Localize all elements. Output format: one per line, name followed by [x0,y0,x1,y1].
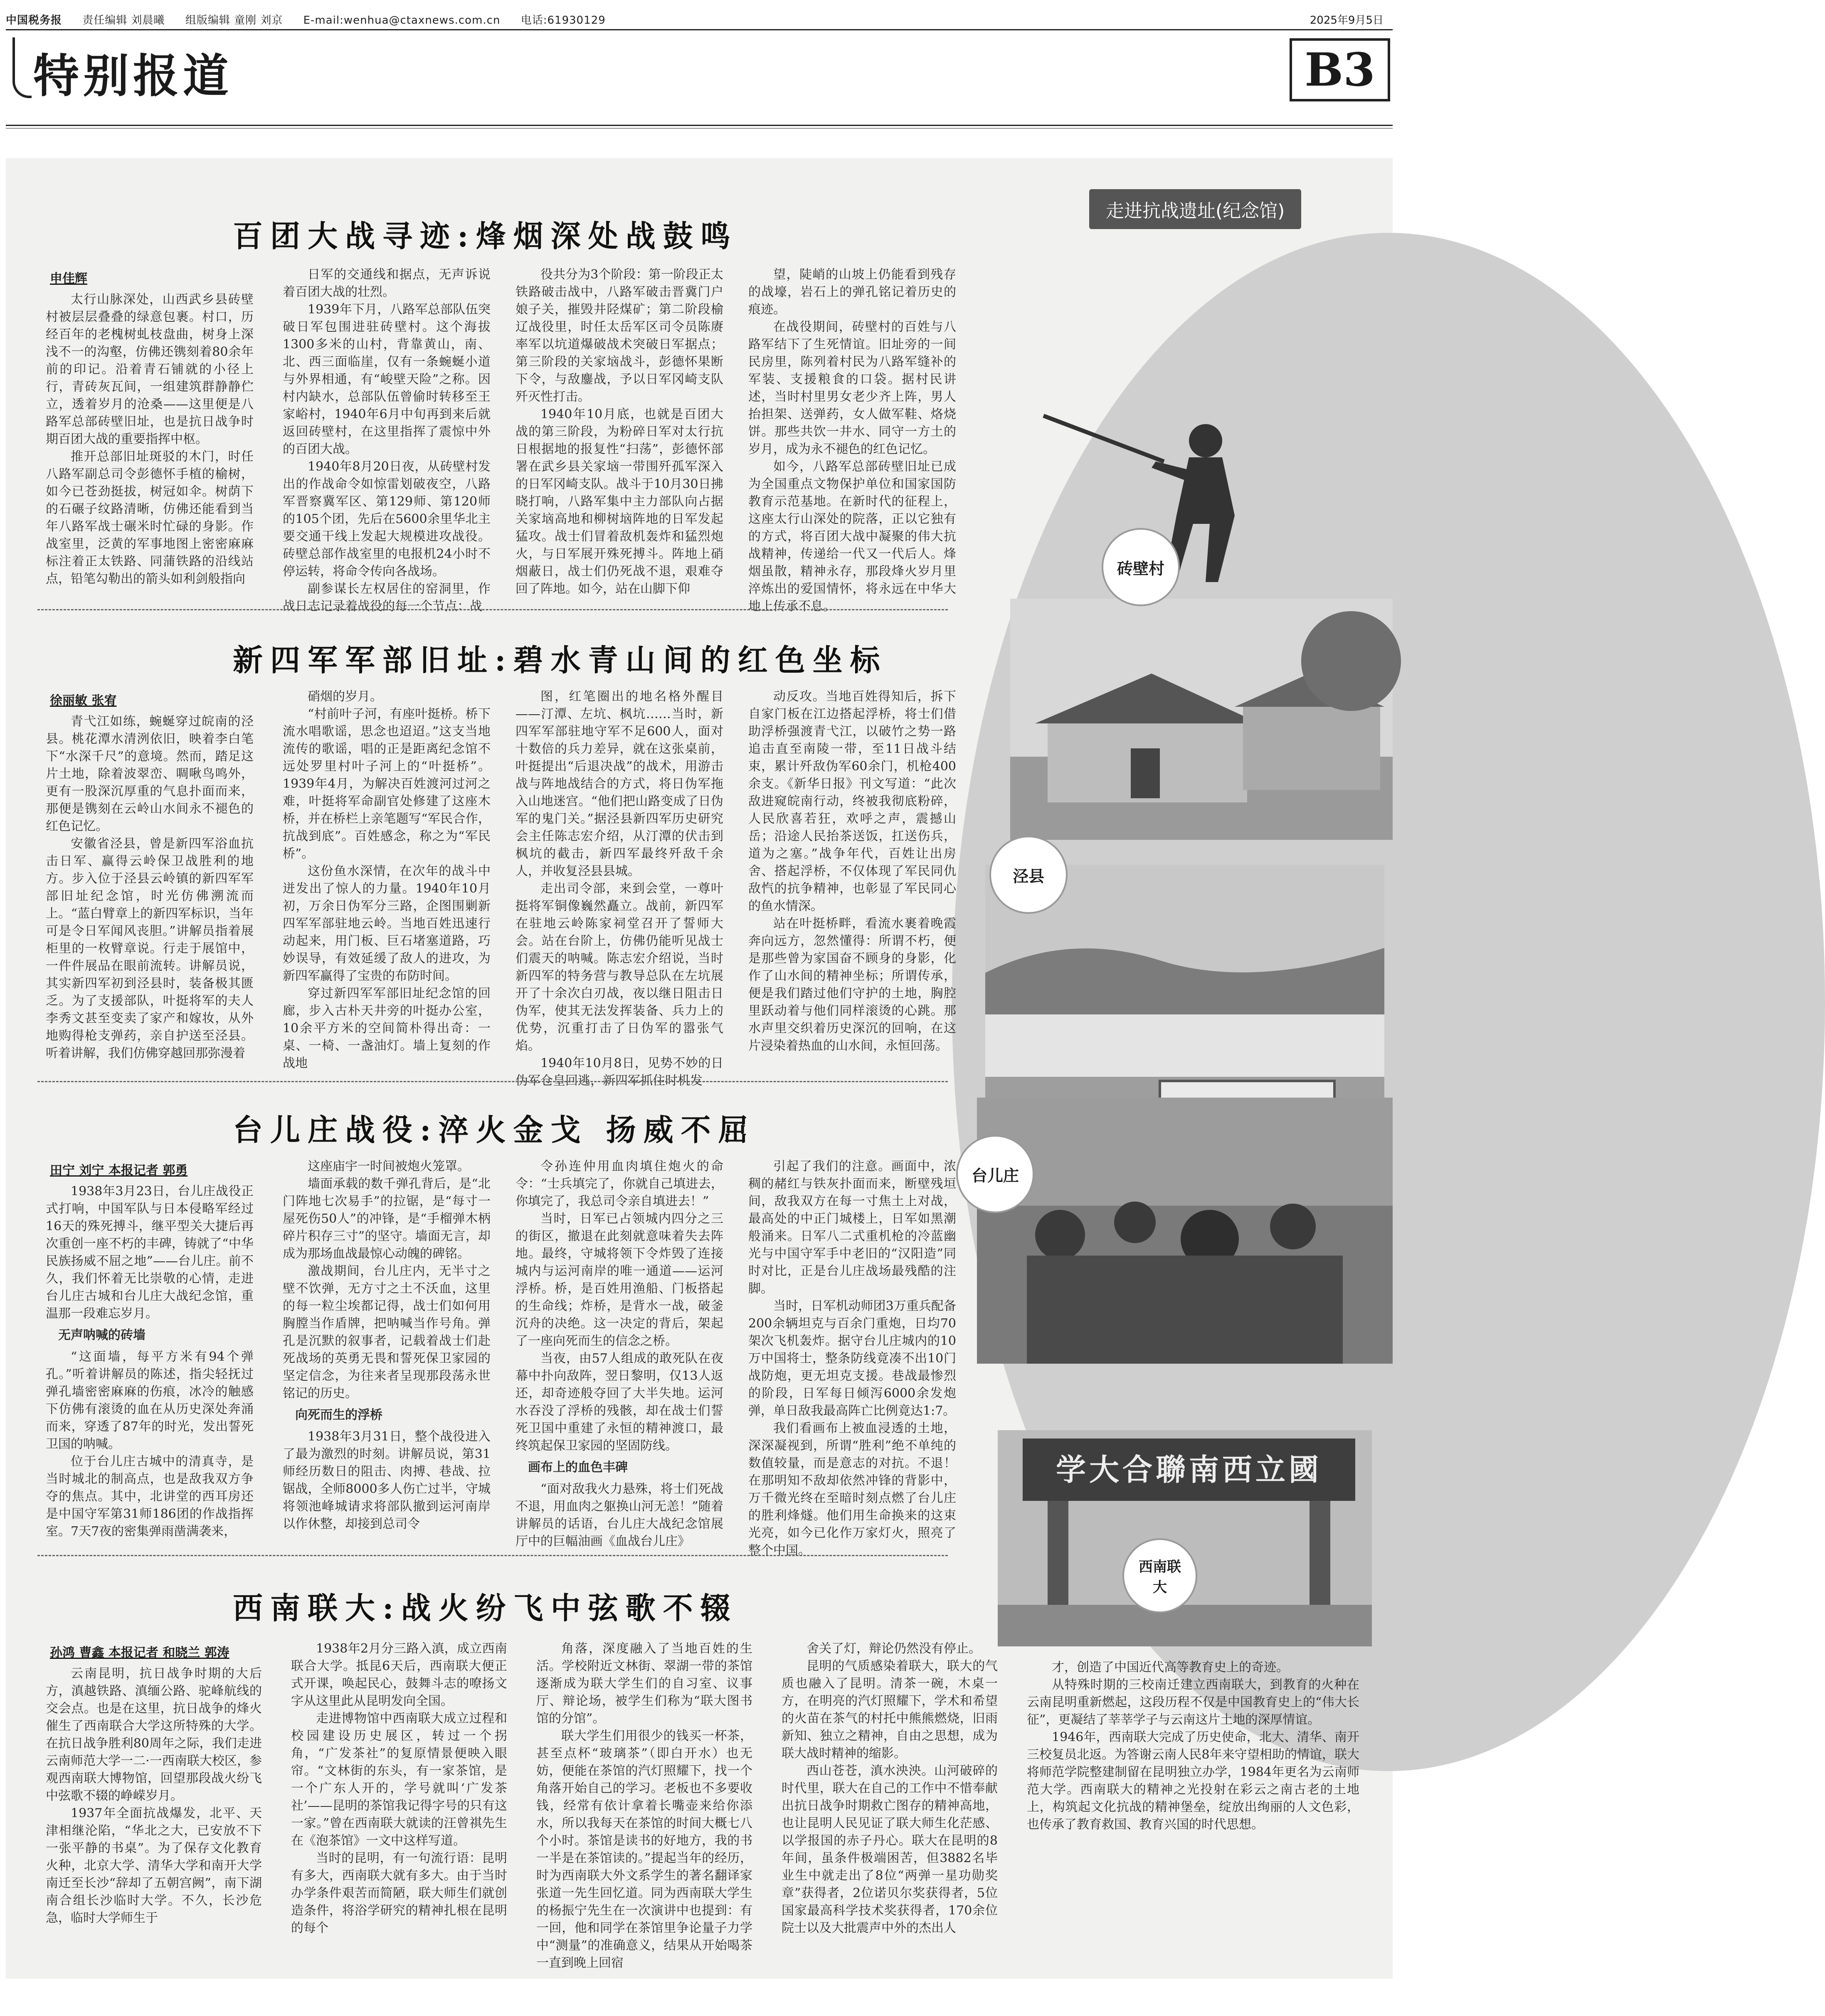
subheading: 向死而生的浮桥 [295,1408,382,1422]
paragraph: 当时，日军机动师团3万重兵配备200余辆坦克与百余门重炮，日均70架次飞机轰炸。据守台儿庄城内的10万中国将士，整条防线竟凑不出10门战防炮，更无坦克支援。巷战最惨烈的阶段，日军每日倾泻6000余发炮弹，单日敌我最高阵亡比例竟达1:7。 [748,1299,956,1418]
article-4-col-4 [782,1640,998,1964]
paragraph: 如今，八路军总部砖壁旧址已成为全国重点文物保护单位和国家国防教育示范基地。在新时代的征程上，这座太行山深处的院落，正以它独有的方式，将百团大战中凝聚的伟大抗战精神，传递给一代又一代后人。烽烟虽散，精神永存，那段烽火岁月里淬炼出的爱国情怀，将永远在中华大地上传承不息。 [748,459,956,614]
article-2-col-1 [46,713,254,1096]
page-number: B3 [1305,43,1375,96]
paragraph: 图，红笔圈出的地名格外醒目——汀潭、左坑、枫坑……当时，新四军军部驻地守军不足600人，面对十数倍的兵力差异，就在这张桌前，叶挺提出“后退决战”的战术，用游击战与阵地战结合的方式，将日伪军拖入山地迷宫。“他们把山路变成了日伪军的鬼门关。”据泾县新四军历史研究会主任陈志宏介绍，从汀潭的伏击到枫坑的截击，新四军最终歼敌千余人，并收复泾县县城。 [515,689,723,878]
article-2-byline: 徐丽敏 张宥 [50,693,117,708]
paragraph: 位于台儿庄古城中的清真寺，是当时城北的制高点，也是敌我双方争夺的焦点。其中，北讲堂的西耳房还是中国守军第31师186团的作战指挥室。7天7夜的密集弹雨凿满袭来， [46,1454,254,1539]
place-label-taierzhuang: 台儿庄 [956,1135,1034,1213]
paragraph: 动反攻。当地百姓得知后，拆下自家门板在江边搭起浮桥，将士们借助浮桥强渡青弋江，以破竹之势一路追击直至南陵一带，至11日战斗结束，累计歼敌伪军60余门，机枪400余支。《新华日报》刊文写道：“此次敌进窥皖南行动，终被我彻底粉碎，人民欣喜若狂，欢呼之声，震撼山岳；沿途人民抬茶送饭，扛送伤兵，道为之塞。”战争年代，百姓让出房舍、搭起浮桥，不仅体现了军民同仇敌忾的抗争精神，也彰显了军民同心的鱼水情深。 [748,689,956,913]
article-4-title: 西南联大:战火纷飞中弦歌不辍 [233,1590,738,1626]
article-1-title: 百团大战寻迹:烽烟深处战鼓鸣 [233,218,738,254]
paragraph: 当时的昆明，有一句流行语：昆明有多大，西南联大就有多大。由于当时办学条件艰苦而简陋，联大师生们就创造条件，将浴学研究的精神扎根在昆明的每个 [291,1851,507,1935]
paragraph: 我们看画布上被血浸透的土地，深深凝视到，所谓“胜利”绝不单纯的数值较量，而是意志的对抗。不退！在那明知不敌却依然冲锋的背影中，万千微光终在至暗时刻点燃了台儿庄的胜利烽燧。他们用生命换来的这束光亮，如今已化作万家灯火，照亮了整个中国。 [748,1421,956,1558]
paragraph: “这面墙，每平方米有94个弹孔。”听着讲解员的陈述，指尖轻抚过弹孔墙密密麻麻的伤痕，冰冷的触感下仿佛有滚烫的血在从历史深处奔涌而来，穿透了87年的时光，发出誓死卫国的呐喊。 [46,1350,254,1451]
paragraph: 角落，深度融入了当地百姓的生活。学校附近文林街、翠湖一带的茶馆逐渐成为联大学生们的自习室、议事厅、辩论场，被学生们称为“联大图书馆的分馆”。 [536,1641,752,1726]
article-2-col-2 [283,688,491,1096]
paragraph: 从特殊时期的三校南迁建立西南联大，到教育的火种在云南昆明重新燃起，这段历程不仅是中国教育史上的“伟大长征”，更凝结了莘莘学子与云南这片土地的深厚情谊。 [1027,1678,1359,1727]
paragraph: 走出司令部，来到会堂，一尊叶挺将军铜像巍然矗立。战前，新四军在驻地云岭陈家祠堂召开了誓师大会。站在台阶上，仿佛仍能听见战士们震天的呐喊。陈志宏介绍说，当时新四军的特务营与教导总队在左坑展开了十余次白刃战，夜以继日阻击日伪军，使其无法发挥装备、兵力上的优势，沉重打击了日伪军的嚣张气焰。 [515,881,723,1053]
paragraph: 西山苍苍，滇水泱泱。山河破碎的时代里，联大在自己的工作中不惜奉献出抗日战争时期救亡图存的精神高地，也让昆明人民见证了联大师生化茫感、以学报国的赤子丹心。联大在昆明的8年间，虽条件极端困苦，但3882名毕业生中就走出了8位“两弹一星功勋奖章”获得者，2位诺贝尔奖获得者，5位国家最高科学技术奖获得者，170余位院士以及大批震声中外的杰出人 [782,1764,998,1935]
paragraph: 走进博物馆中西南联大成立过程和校园建设历史展区，转过一个拐角，“广发茶社”的复原情景便映入眼帘。“文林街的东头，有一家茶馆，是一个广东人开的，学号就叫‘广发茶社’——昆明的茶馆我记得字号的只有这一家。”曾在西南联大就读的汪曾祺先生在《泡茶馆》一文中这样写道。 [291,1711,507,1848]
paragraph: 1940年10月底，也就是百团大战的第三阶段，为粉碎日军对太行抗日根据地的报复性“扫荡”，彭德怀部署在武乡县关家垴一带围歼孤军深入的日军冈崎支队。战斗于10月30日拂晓打响，八路军集中主力部队向占据关家垴高地和柳树垴阵地的日军发起猛攻。战士们冒着敌机轰炸和猛烈炮火，与日军展开殊死搏斗。阵地上硝烟蔽日，战士们仍死战不退，艰难夺回了阵地。如今，站在山脚下仰 [515,407,723,596]
section-bracket [12,37,32,98]
place-label-southwest-associated-university: 西南联大 [1122,1538,1197,1613]
phone-number: 电话:61930129 [520,14,606,27]
paragraph: 墙面承载的数千弹孔背后，是“北门阵地七次易手”的拉锯，是“每寸一屋死伤50人”的冲锋，是“手榴弹木柄碎片积存三寸”的坚守。墙面无言，却成为那场血战最惊心动魄的碑铭。 [283,1177,491,1261]
paragraph: 太行山脉深处，山西武乡县砖壁村被层层叠叠的绿意包裹。村口，历经百年的老槐树虬枝盘曲，树身上深浅不一的沟壑，仿佛还镌刻着80余年前的印记。沿着青石铺就的小径上行，青砖灰瓦间，一组建筑群静静伫立，透着岁月的沧桑——这里便是八路军总部砖壁旧址，也是抗日战争时期百团大战的重要指挥中枢。 [46,292,254,447]
paper-name: 中国税务报 [6,14,62,27]
article-2-col-4 [748,688,956,1096]
designer-credit: 组版编辑 童刚 刘京 [185,14,283,27]
paragraph: 1938年2月分三路入滇，成立西南联合大学。抵昆6天后，西南联大便正式开课，唤起民心，鼓舞斗志的嘹扬文字从这里此从昆明发向全国。 [291,1641,507,1708]
paragraph: 联大学生们用很少的钱买一杯茶，甚至点杯“玻璃茶”（即白开水）也无妨，便能在茶馆的汽灯照耀下，找一个角落开始自己的学习。老板也不多要收钱，经常有依计拿着长嘴壶来给你添水，所以我每天在茶馆的时间大概七八个小时。茶馆是读书的好地方，我的书一半是在茶馆读的。”提起当年的经历，时为西南联大外文系学生的著名翻译家张道一先生回忆道。同为西南联大学生的杨振宁先生在一次演讲中也提到：有一回，他和同学在茶馆里争论量子力学中“测量”的准确意义，结果从开始喝茶一直到晚上回宿 [536,1729,752,1970]
place-label-jing-county: 泾县 [989,836,1068,914]
paragraph: 昆明的气质感染着联大，联大的气质也融入了昆明。清茶一碗，木桌一方，在明亮的汽灯照耀下，学术和希望的火苗在茶气的村托中熊熊燃烧，旧雨新知、独立之精神，自由之思想，成为联大战时精神的缩影。 [782,1659,998,1761]
article-1-col-4 [748,266,956,614]
paragraph: 站在叶挺桥畔，看流水裹着晚霞奔向远方，忽然懂得：所谓不朽，便是那些曾为家国奋不顾身的身影，化作了山水间的精神坐标；所谓传承，便是我们踏过他们守护的土地，胸腔里跃动着与他们同样滚烫的心跳。那水声里交织着历史深沉的回响，在这片浸染着热血的山水间，永恒回荡。 [748,916,956,1053]
email-link[interactable]: E-mail:wenhua@ctaxnews.com.cn [303,14,501,27]
article-3-col-1 [46,1183,254,1574]
subheading: 无声呐喊的砖墙 [58,1328,146,1342]
subheading: 画布上的血色丰碑 [528,1460,628,1475]
article-divider [37,1555,948,1556]
paragraph: 1938年3月23日，台儿庄战役正式打响，中国军队与日本侵略军经过16天的殊死搏斗，继平型关大捷后再次重创一座不朽的丰碑，铸就了“中华民族扬威不屈之地”——台儿庄。前不久，我们怀着无比崇敬的心情，走进台儿庄古城和台儿庄大战纪念馆，重温那一段难忘岁月。 [46,1184,254,1321]
paragraph: 令孙连仲用血肉填住炮火的命令：“士兵填完了，你就自己填进去，你填完了，我总司令亲自填进去！” [515,1159,723,1209]
paragraph: 在战役期间，砖壁村的百姓与八路军结下了生死情谊。旧址旁的一间民房里，陈列着村民为八路军缝补的军装、支援粮食的口袋。据村民讲述，当时村里男女老少齐上阵，男人抬担架、送弹药，女人做军鞋、烙烧饼。那些共饮一井水、同守一方土的岁月，成为永不褪色的红色记忆。 [748,320,956,456]
article-2-title: 新四军军部旧址:碧水青山间的红色坐标 [233,642,888,678]
article-4-col-2 [291,1640,507,1964]
paragraph: 穿过新四军军部旧址纪念馆的回廊，步入古朴天井旁的叶挺办公室，10余平方米的空间简朴得出奇：一桌、一椅、一盏油灯。墙上复刻的作战地 [283,986,491,1071]
paragraph: 云南昆明，抗日战争时期的大后方，滇越铁路、滇缅公路、驼峰航线的交会点。也是在这里，抗日战争的烽火催生了西南联合大学这所特殊的大学。在抗日战争胜利80周年之际，我们走进云南师范大学一二·一西南联大校区，参观西南联大博物馆，回望那段战火纷飞中弦歌不辍的峥嵘岁月。 [46,1666,262,1803]
paragraph: 副参谋长左权居住的窑洞里，作战日志记录着战役的每一个节点：战 [283,582,491,614]
article-3-col-2 [283,1158,491,1574]
paragraph: 1946年，西南联大完成了历史使命，北大、清华、南开三校复员北返。为答谢云南人民8年来守望相助的情谊，联大将师范学院整建制留在昆明独立办学，1984年更名为云南师范大学。西南联大的精神之光投射在彩云之南古老的土地上，构筑起文化抗战的精神堡垒，绽放出绚丽的人文色彩，也传承了教育救国、教育兴国的时代思想。 [1027,1730,1359,1832]
page-number-box [1290,38,1390,101]
paragraph: 这座庙宇一时间被炮火笼罩。 [308,1159,470,1174]
article-divider [37,1081,948,1082]
paragraph: 引起了我们的注意。画面中，浓稠的赭红与铁灰扑面而来，断壁残垣间，敌我双方在每一寸焦土上对战，最高处的中正门城楼上，日军如黑潮般涌来。日军八二式重机枪的冷蓝幽光与中国守军手中老旧的“汉阳造”同时对比，正是台儿庄战场最残酷的注脚。 [748,1159,956,1296]
article-4-col-5 [1027,1659,1359,1964]
paragraph: 当夜，由57人组成的敢死队在夜幕中扑向敌阵，翌日黎明，仅13人返还，却奇迹般夺回了大半失地。运河水吞没了浮桥的残骸，却在战士们誓死卫国中重建了永恒的精神渡口，最终筑起保卫家园的坚固防线。 [515,1351,723,1453]
paragraph: “村前叶子河，有座叶挺桥。桥下流水唱歌谣，思念也迢迢。”这支当地流传的歌谣，唱的正是距离纪念馆不远处罗里村叶子河上的“叶挺桥”。1939年4月，为解决百姓渡河过河之难，叶挺将军命副官处修建了这座木桥，并在桥栏上亲笔题写“军民合作，抗战到底”。百姓感念，称之为“军民桥”。 [283,707,491,861]
masthead-line [6,12,622,27]
gate-sign-text: 学大合聯南西立國 [1056,1452,1322,1487]
photo-southwest-associated-university-gate [998,1430,1372,1646]
paragraph: 硝烟的岁月。 [308,689,382,704]
article-3-col-4 [748,1158,956,1574]
article-2-col-3 [515,688,723,1096]
header-rule [6,29,1393,30]
article-1-byline: 申佳辉 [50,271,87,286]
paragraph: 安徽省泾县，曾是新四军浴血抗击日军、赢得云岭保卫战胜利的地方。步入位于泾县云岭镇的新四军军部旧址纪念馆，时光仿佛溯流而上。“蓝白臂章上的新四军标识，当年可是令日军闻风丧胆。”讲解员指着展柜里的一枚臂章说。行走于展馆中，一件件展品在眼前流转。讲解员说，其实新四军初到泾县时，装备极其匮乏。为了支援部队，叶挺将军的夫人李秀文甚至变卖了家产和嫁妆，从外地购得枪支弹药，亲自护送至泾县。听着讲解，我们仿佛穿越回那弥漫着 [46,837,254,1061]
paragraph: 才，创造了中国近代高等教育史上的奇迹。 [1052,1660,1289,1675]
article-4-byline: 孙鸿 曹鑫 本报记者 和晓兰 郭涛 [50,1646,229,1660]
paragraph: 1937年全面抗战爆发，北平、天津相继沦陷，“华北之大，已安放不下一张平静的书桌”。为了保存文化教育火种，北京大学、清华大学和南开大学南迁至长沙“辞却了五朝宫阙”，南下湖南合组长沙临时大学。不久，长沙危急，临时大学师生于 [46,1806,262,1925]
paragraph: 1939年下月，八路军总部队伍突破日军包围进驻砖壁村。这个海拔1300多米的山村，背靠黄山，南、北、西三面临崖，仅有一条蜿蜒小道与外界相通，有“峻壁天险”之称。因村内缺水，总部队伍曾偷时转移至王家峪村，1940年6月中旬再到来后就返回砖壁村，在这里指挥了震惊中外的百团大战。 [283,302,491,456]
section-title: 特别报道 [33,49,233,103]
paragraph: 1940年8月20日夜，从砖壁村发出的作战命令如惊雷划破夜空，八路军晋察冀军区、第129师、第120师的105个团，先后在5600余里华北主要交通干线上发起大规模进攻战役。砖壁总部作战室里的电报机24小时不停运转，将命令传向各战场。 [283,459,491,579]
paragraph: 役共分为3个阶段：第一阶段正太铁路破击战中，八路军破击晋冀门户娘子关，摧毁井陉煤矿；第二阶段榆辽战役里，时任太岳军区司令员陈赓率军以坑道爆破战术突破日军据点；第三阶段的关家垴战斗，彭德怀果断下令，与敌鏖战，予以日军冈崎支队歼灭性打击。 [515,267,723,404]
paragraph: 青弋江如练，蜿蜒穿过皖南的泾县。桃花潭水清洌依旧，映着李白笔下“水深千尺”的意境。然而，踏足这片土地，除着波翠峦、啁啾鸟鸣外，更有一股深沉厚重的气息扑面而来，那便是镌刻在云岭山水间永不褪色的红色记忆。 [46,714,254,834]
column-tag: 走进抗战遗址(纪念馆) [1089,189,1301,229]
paragraph: 激战期间，台儿庄内，无半寸之壁不饮弹，无方寸之土不沃血，这里的每一粒尘埃都记得，战士们如何用胸膛当作盾牌，把呐喊当作号角。弹孔是沉默的叙事者，记载着战士们赴死战场的英勇无畏和誓死保卫家园的坚定信念，为往来者呈现那段荡永世铭记的历史。 [283,1264,491,1401]
article-3-title: 台儿庄战役:淬火金戈 扬威不屈 [233,1112,756,1147]
paragraph: 1940年10月8日，见势不妙的日伪军仓皇回逃，新四军抓住时机发 [515,1056,723,1088]
article-1-col-3 [515,266,723,596]
article-4-col-1 [46,1665,262,1964]
paragraph: 日军的交通线和据点，无声诉说着百团大战的壮烈。 [283,267,491,299]
article-1-col-2 [283,266,491,614]
photo-bricks-village-buildings [1010,599,1393,840]
paragraph: 望，陡峭的山坡上仍能看到残存的战壕，岩石上的弹孔铭记着历史的痕迹。 [748,267,956,317]
issue-date: 2025年9月5日 [1310,14,1384,27]
article-3-byline: 田宁 刘宁 本报记者 郭勇 [50,1163,188,1178]
photo-battle-soldiers [977,1098,1393,1364]
editor-credit: 责任编辑 刘晨曦 [82,14,165,27]
place-label-zhuanbi-village: 砖壁村 [1102,528,1180,606]
article-divider [37,609,948,610]
paragraph: 这份鱼水深情，在次年的战斗中迸发出了惊人的力量。1940年10月初，万余日伪军分三路，企图围剿新四军军部驻地云岭。当地百姓迅速行动起来，用门板、巨石堵塞道路，巧妙误导，有效延缓了敌人的进攻，为新四军赢得了宝贵的布防时间。 [283,864,491,983]
header-bottom-rule [6,125,1393,126]
paragraph: 舍关了灯，辩论仍然没有停止。 [806,1641,981,1656]
article-3-col-3 [515,1158,723,1574]
paragraph: 推开总部旧址斑驳的木门，时任八路军副总司令彭德怀手植的榆树，如今已苍劲挺拔，树冠如伞。树荫下的石碾子纹路清晰，仿佛还能看到当年八路军战士碾米时忙碌的身影。作战室里，泛黄的军事地图上密密麻麻标注着正太铁路、同蒲铁路的沿线站点，铅笔勾勒出的箭头如利剑般指向 [46,449,254,586]
article-4-col-3 [536,1640,752,1970]
paragraph: “面对敌我火力悬殊，将士们死战不退，用血肉之躯换山河无恙！”随着讲解员的话语，台儿庄大战纪念馆展厅中的巨幅油画《血战台儿庄》 [515,1482,723,1549]
article-1-col-1 [46,291,254,586]
paragraph: 1938年3月31日，整个战役进入了最为激烈的时刻。讲解员说，第31师经历数日的阻击、肉搏、巷战、拉锯战，全师8000多人伤亡过半，守城将领池峰城请求将部队撤到运河南岸以作休整，却接到总司令 [283,1429,491,1531]
paragraph: 当时，日军已占领城内四分之三的街区，撤退在此刻就意味着失去阵地。最终，守城将领下令炸毁了连接城内与运河南岸的唯一通道——运河浮桥。桥，是百姓用渔船、门板搭起的生命线；炸桥，是背水一战，破釜沉舟的决绝。这一决定的背后，架起了一座向死而生的信念之桥。 [515,1212,723,1348]
